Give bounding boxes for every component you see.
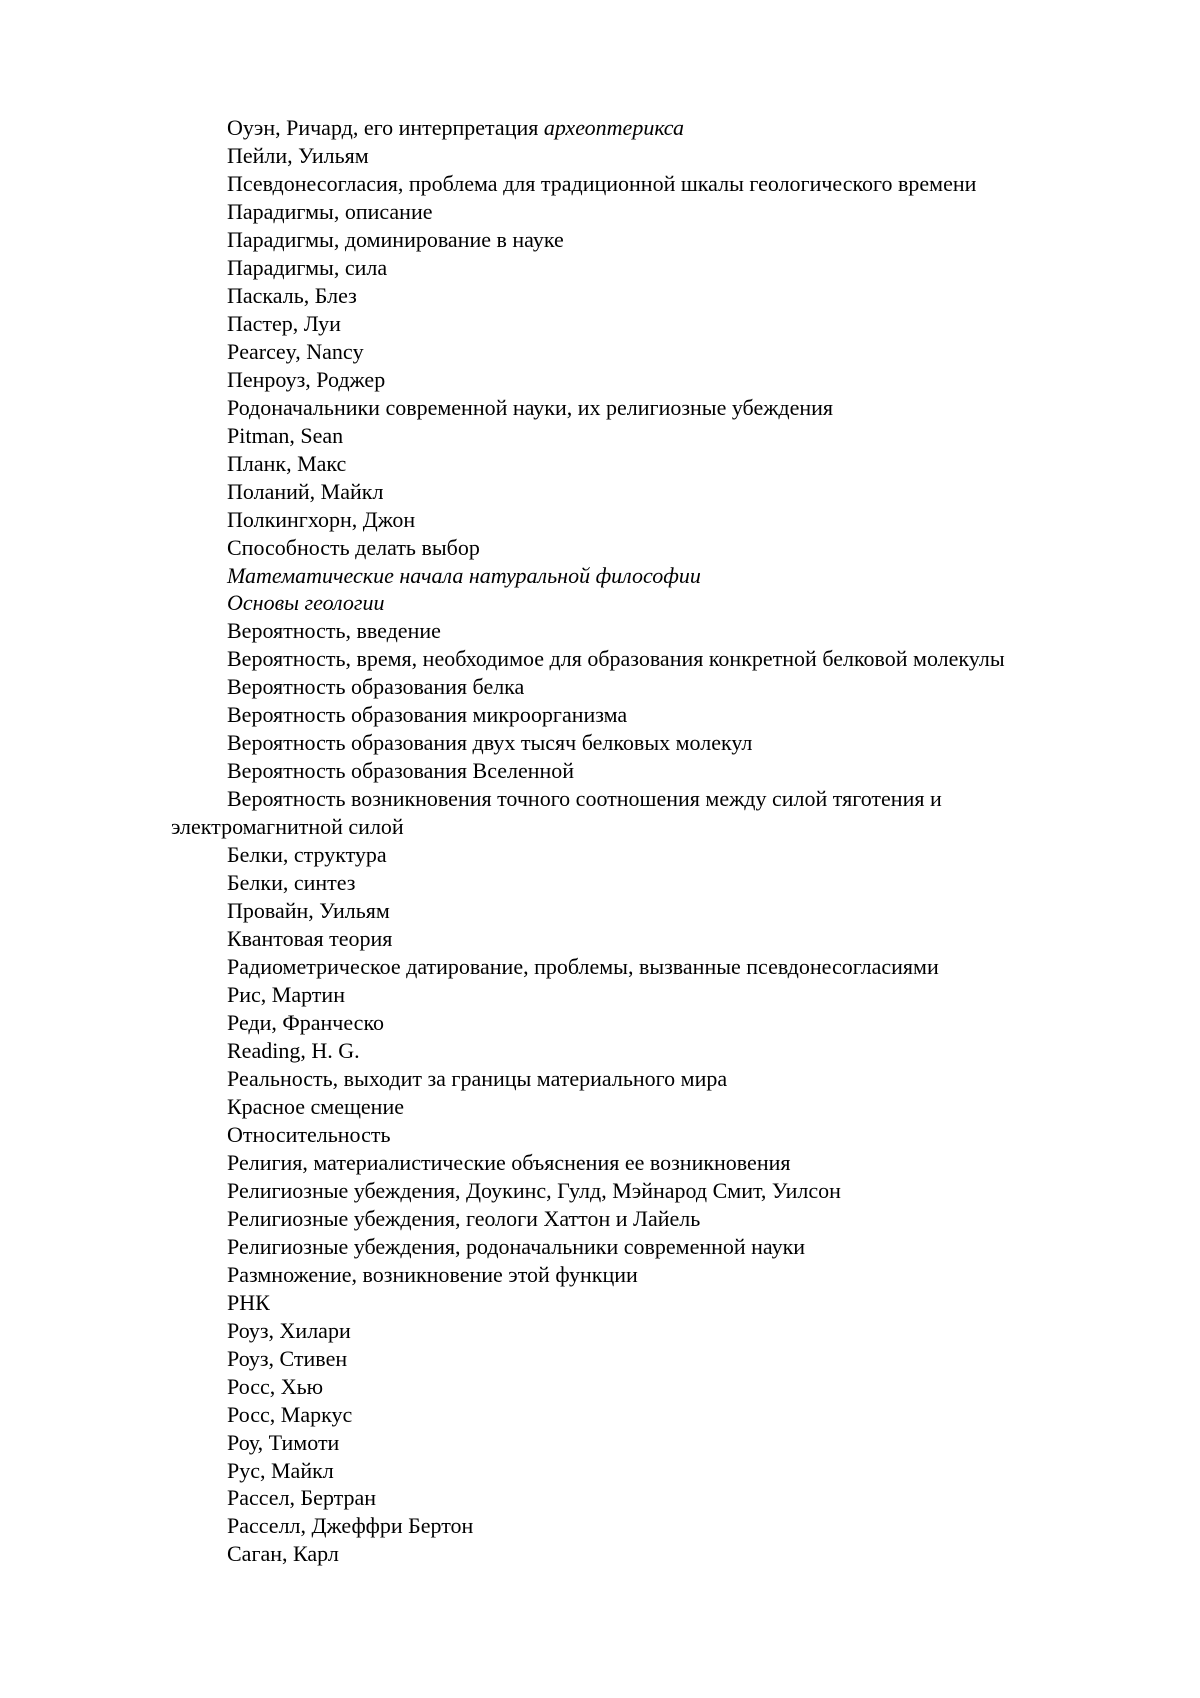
index-entry-text: Реальность, выходит за границы материального мира <box>227 1065 728 1091</box>
index-entry-text: Квантовая теория <box>227 926 393 952</box>
index-entry <box>171 422 1101 450</box>
index-entry <box>171 589 1101 617</box>
index-entry-italic-title: Основы геологии <box>227 590 385 616</box>
index-entry <box>171 1149 1101 1177</box>
index-entry-text: Вероятность возникновения точного соотношения между силой тяготения и электромагнитной силой <box>171 786 942 840</box>
index-entry-text: Парадигмы, сила <box>227 254 388 280</box>
index-entry <box>171 1345 1101 1373</box>
index-entry-text: Провайн, Уильям <box>227 898 390 924</box>
index-entry <box>171 953 1101 981</box>
index-entry-text: Роуз, Стивен <box>227 1345 348 1371</box>
index-entry <box>171 1317 1101 1345</box>
index-entry-text: Религия, материалистические объяснения ее возникновения <box>227 1149 791 1175</box>
index-entry <box>171 226 1101 254</box>
index-entry-text: Размножение, возникновение этой функции <box>227 1261 638 1287</box>
index-entry-text: Расселл, Джеффри Бертон <box>227 1513 474 1539</box>
index-entry-text: Религиозные убеждения, родоначальники современной науки <box>227 1233 806 1259</box>
index-entry <box>171 1484 1101 1512</box>
index-entry-text: Pitman, Sean <box>227 422 344 448</box>
index-entry <box>171 198 1101 226</box>
index-entry-text: Религиозные убеждения, Доукинс, Гулд, Мэйнарод Смит, Уилсон <box>227 1177 841 1203</box>
index-entry-text: Полкингхорн, Джон <box>227 506 416 532</box>
index-entry-text: Парадигмы, описание <box>227 198 433 224</box>
index-entry-text: Оуэн, Ричард, его интерпретация <box>227 115 544 140</box>
index-entry <box>171 869 1101 897</box>
index-entry <box>171 1540 1101 1568</box>
index-entry <box>171 645 1101 673</box>
index-entry <box>171 1093 1101 1121</box>
index-entry <box>171 1373 1101 1401</box>
index-entry <box>171 897 1101 925</box>
index-entry <box>171 170 1101 198</box>
index-entry-text: Пенроуз, Роджер <box>227 366 386 392</box>
index-entry-text: Белки, структура <box>227 842 387 868</box>
index-entry-italic-title: Математические начала натуральной философии <box>227 562 701 588</box>
index-entry-text: Росс, Маркус <box>227 1401 353 1427</box>
index-entry <box>171 366 1101 394</box>
index-entry-text: Вероятность образования двух тысяч белковых молекул <box>227 730 753 756</box>
index-entry-text: Псевдонесогласия, проблема для традиционной шкалы геологического времени <box>227 170 977 196</box>
index-entry <box>171 562 1101 590</box>
index-entry-text: Родоначальники современной науки, их религиозные убеждения <box>227 394 834 420</box>
index-entry-text: Парадигмы, доминирование в науке <box>227 226 564 252</box>
index-entry <box>171 1512 1101 1540</box>
index-entry <box>171 1401 1101 1429</box>
index-entry-text: РНК <box>227 1289 270 1315</box>
index-entry <box>171 617 1101 645</box>
index-entry-text: Росс, Хью <box>227 1373 324 1399</box>
index-entry-text: Способность делать выбор <box>227 534 480 560</box>
index-entry-text: Рассел, Бертран <box>227 1485 377 1511</box>
index-entry-text: Поланий, Майкл <box>227 478 384 504</box>
index-entry-italic-title: археоптерикса <box>543 115 684 140</box>
index-entry-text: Вероятность, введение <box>227 618 441 644</box>
index-entry <box>171 1429 1101 1457</box>
index-entry-text: Pearcey, Nancy <box>227 338 364 364</box>
index-entry <box>171 506 1101 534</box>
index-entry-text: Относительность <box>227 1121 391 1147</box>
index-entry <box>171 701 1101 729</box>
index-entry-text: Рус, Майкл <box>227 1457 334 1483</box>
index-entry <box>171 1037 1101 1065</box>
index-entry <box>171 1065 1101 1093</box>
index-entry <box>171 841 1101 869</box>
index-entry <box>171 785 1101 841</box>
index-entry <box>171 1121 1101 1149</box>
index-entry <box>171 1289 1101 1317</box>
index-list <box>171 114 1101 1568</box>
index-entry <box>171 254 1101 282</box>
index-entry-text: Саган, Карл <box>227 1541 339 1567</box>
index-entry-text: Реди, Франческо <box>227 1010 385 1035</box>
index-entry <box>171 1177 1101 1205</box>
index-entry <box>171 282 1101 310</box>
index-entry-text: Вероятность образования Вселенной <box>227 758 575 784</box>
index-entry-text: Вероятность образования микроорганизма <box>227 702 628 728</box>
index-entry-text: Пейли, Уильям <box>227 142 369 168</box>
index-entry <box>171 310 1101 338</box>
index-entry <box>171 1457 1101 1485</box>
index-entry-text: Радиометрическое датирование, проблемы, вызванные псевдонесогласиями <box>227 954 939 980</box>
index-entry-text: Пастер, Луи <box>227 310 341 336</box>
index-entry-text: Красное смещение <box>227 1093 404 1119</box>
index-entry-text: Паскаль, Блез <box>227 282 357 308</box>
index-entry-text: Вероятность, время, необходимое для образования конкретной белковой молекулы <box>227 646 1005 672</box>
index-entry <box>171 1205 1101 1233</box>
index-entry-text: Планк, Макс <box>227 450 347 476</box>
index-entry <box>171 757 1101 785</box>
index-entry-text: Роуз, Хилари <box>227 1317 351 1343</box>
index-entry <box>171 142 1101 170</box>
index-entry <box>171 925 1101 953</box>
index-entry <box>171 534 1101 562</box>
index-entry <box>171 729 1101 757</box>
index-entry-text: Белки, синтез <box>227 870 356 896</box>
index-entry-text: Reading, H. G. <box>227 1037 360 1063</box>
index-entry-text: Вероятность образования белка <box>227 674 525 700</box>
index-entry <box>171 478 1101 506</box>
index-entry-text: Роу, Тимоти <box>227 1429 340 1455</box>
index-entry <box>171 394 1101 422</box>
index-entry <box>171 1261 1101 1289</box>
index-entry-text: Рис, Мартин <box>227 982 345 1008</box>
index-entry-text: Религиозные убеждения, геологи Хаттон и Лайель <box>227 1205 701 1231</box>
index-entry <box>171 450 1101 478</box>
index-entry <box>171 1233 1101 1261</box>
index-entry <box>171 338 1101 366</box>
index-entry <box>171 1009 1101 1037</box>
index-entry <box>171 981 1101 1009</box>
index-entry <box>171 673 1101 701</box>
index-entry <box>171 114 1101 142</box>
